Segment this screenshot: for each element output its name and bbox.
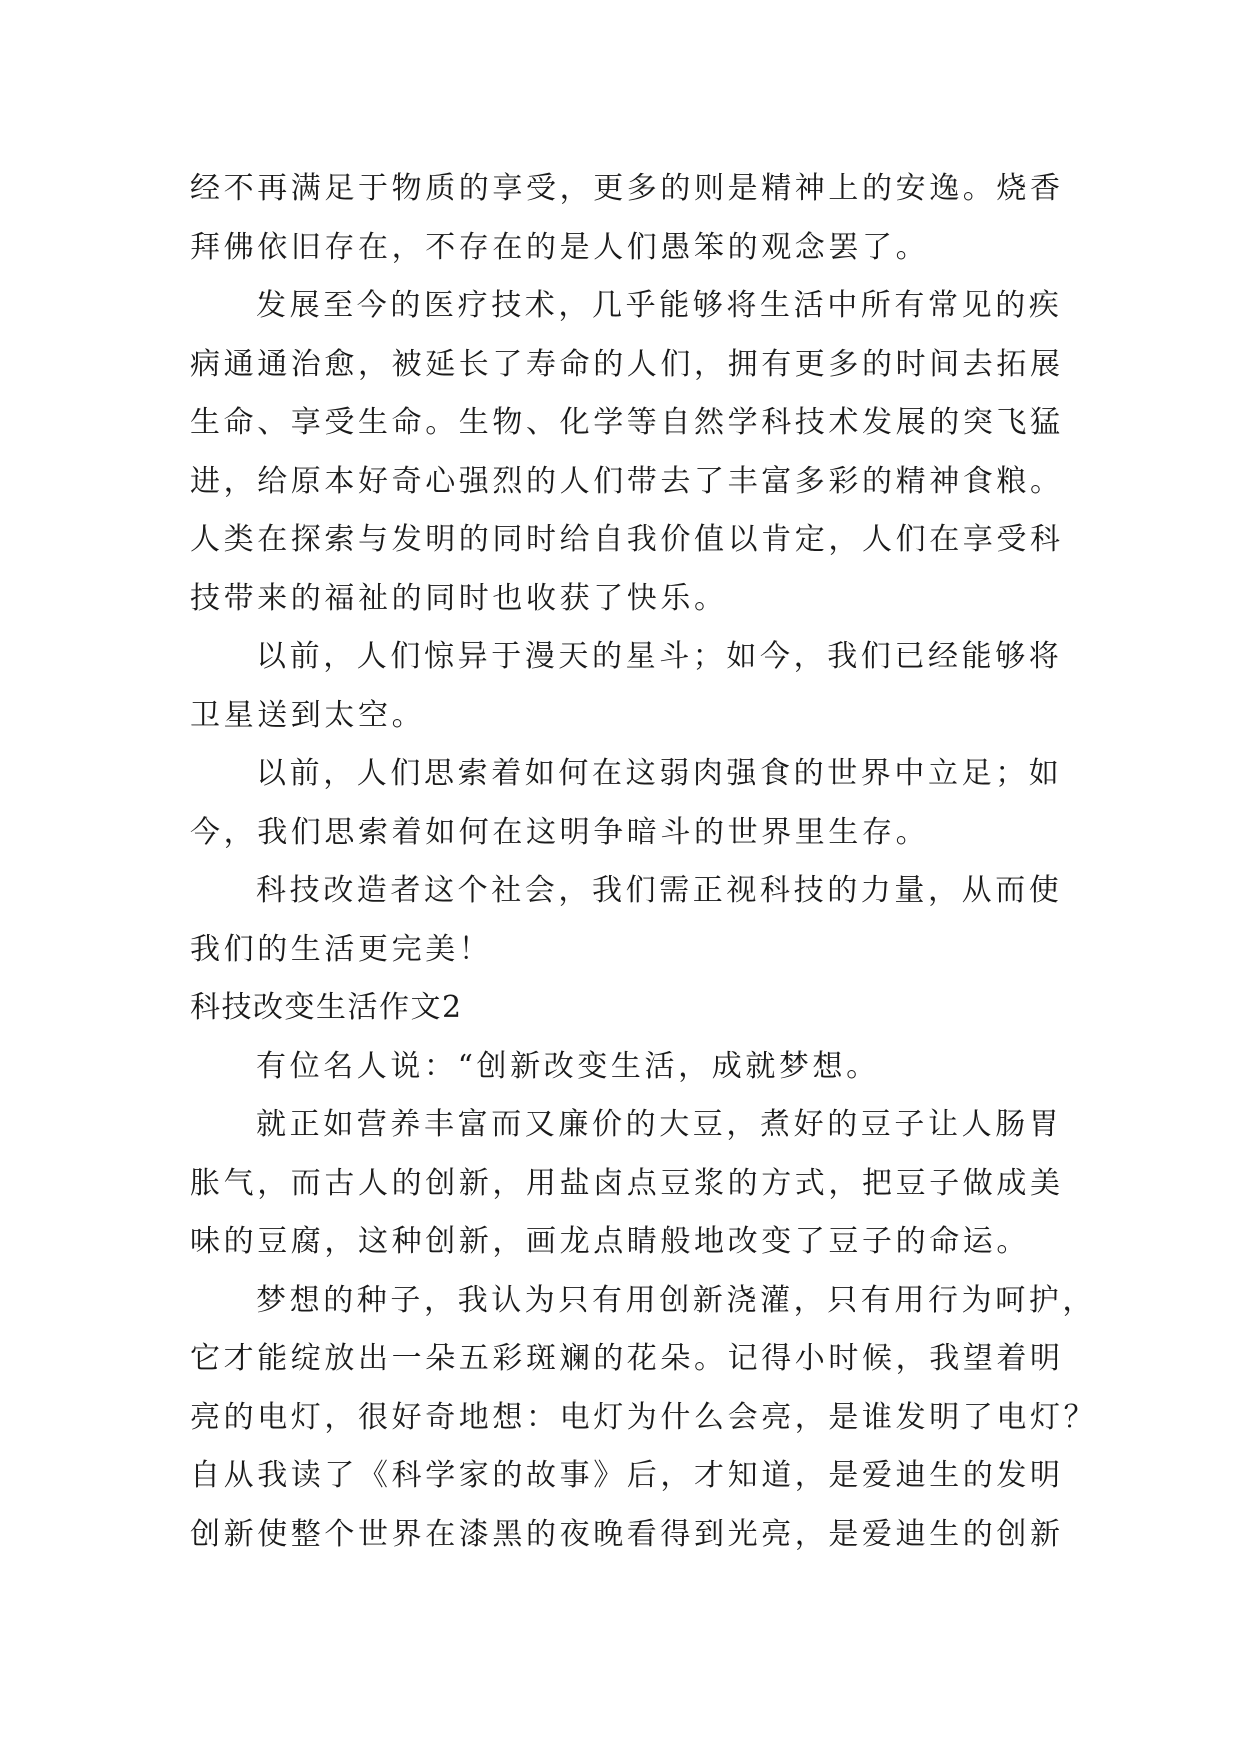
text-line: 人类在探索与发明的同时给自我价值以肯定，人们在享受科 [190,522,1064,557]
text-line: 进，给原本好奇心强烈的人们带去了丰富多彩的精神食粮。 [190,463,1064,499]
text-line: 今，我们思索着如何在这明争暗斗的世界里生存。 [190,814,930,850]
paragraph-start-line: 有位名人说：“创新改变生活，成就梦想。 [256,1048,880,1084]
text-line: 技带来的福祉的同时也收获了快乐。 [190,580,728,616]
text-line: 创新使整个世界在漆黑的夜晚看得到光亮，是爱迪生的创新 [190,1516,1064,1552]
document-body [190,160,1098,1564]
text-line: 自从我读了《科学家的故事》后，才知道，是爱迪生的发明 [190,1458,1064,1493]
text-line: 经不再满足于物质的享受，更多的则是精神上的安逸。烧香 [190,171,1064,206]
paragraph-start-line: 就正如营养丰富而又廉价的大豆，煮好的豆子让人肠胃 [256,1107,1063,1142]
section-heading: 科技改变生活作文2 [190,990,463,1025]
text-line: 拜佛依旧存在，不存在的是人们愚笨的观念罢了。 [190,229,930,265]
text-line: 它才能绽放出一朵五彩斑斓的花朵。记得小时候，我望着明 [190,1341,1064,1376]
paragraph-start-line: 以前，人们惊异于漫天的星斗；如今，我们已经能够将 [256,639,1063,674]
text-line: 我们的生活更完美！ [190,931,493,967]
text-line: 胀气，而古人的创新，用盐卤点豆浆的方式，把豆子做成美 [190,1165,1064,1201]
text-line: 病通通治愈，被延长了寿命的人们，拥有更多的时间去拓展 [190,346,1064,382]
text-line: 亮的电灯，很好奇地想：电灯为什么会亮，是谁发明了电灯？ [190,1399,1098,1435]
text-line: 生命、享受生命。生物、化学等自然学科技术发展的突飞猛 [190,405,1064,440]
paragraph-start-line: 梦想的种子，我认为只有用创新浇灌，只有用行为呵护， [256,1282,1096,1318]
text-line: 卫星送到太空。 [190,697,426,733]
paragraph-start-line: 发展至今的医疗技术，几乎能够将生活中所有常见的疾 [256,288,1063,323]
paragraph-start-line: 科技改造者这个社会，我们需正视科技的力量，从而使 [256,873,1063,908]
text-line: 味的豆腐，这种创新，画龙点睛般地改变了豆子的命运。 [190,1224,1030,1259]
paragraph-start-line: 以前，人们思索着如何在这弱肉强食的世界中立足；如 [256,756,1063,791]
